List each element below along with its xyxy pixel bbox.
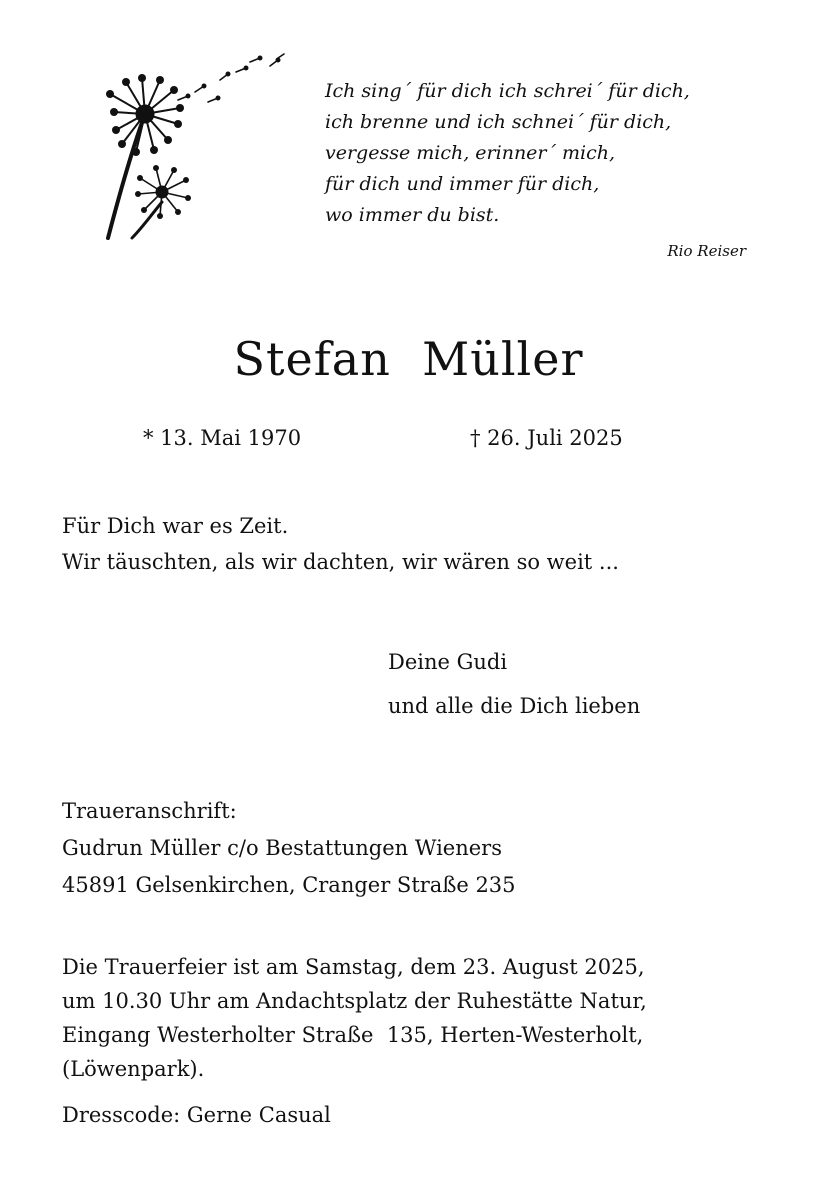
address-line: Gudrun Müller c/o Bestattungen Wieners [62, 836, 502, 860]
farewell-verse [62, 508, 619, 580]
verse-line: Wir täuschten, als wir dachten, wir wären so weit ... [62, 550, 619, 574]
poem [325, 76, 765, 231]
dresscode: Dresscode: Gerne Casual [62, 1103, 331, 1127]
ceremony-info [62, 950, 647, 1086]
dandelion-icon [100, 52, 300, 242]
death-date: † 26. Juli 2025 [470, 426, 623, 450]
ceremony-line: (Löwenpark). [62, 1057, 205, 1081]
signoff-line: Deine Gudi [388, 650, 508, 674]
signoff [388, 640, 640, 728]
verse-line: Für Dich war es Zeit. [62, 514, 289, 538]
signoff-line: und alle die Dich lieben [388, 694, 641, 718]
poem-line: wo immer du bist. [325, 204, 500, 226]
poem-line: ich brenne und ich schnei´ für dich, [325, 111, 672, 133]
address-heading: Traueranschrift: [62, 799, 237, 823]
birth-date: * 13. Mai 1970 [143, 426, 302, 450]
poem-line: Ich sing´ für dich ich schrei´ für dich, [325, 80, 690, 102]
poem-line: für dich und immer für dich, [325, 173, 600, 195]
ceremony-line: Eingang Westerholter Straße 135, Herten-Westerholt, [62, 1023, 644, 1047]
address-line: 45891 Gelsenkirchen, Cranger Straße 235 [62, 873, 516, 897]
mourning-address [62, 793, 516, 904]
poem-line: vergesse mich, erinner´ mich, [325, 142, 616, 164]
poem-author: Rio Reiser [667, 242, 746, 260]
ceremony-line: Die Trauerfeier ist am Samstag, dem 23. August 2025, [62, 955, 645, 979]
ceremony-line: um 10.30 Uhr am Andachtsplatz der Ruhestätte Natur, [62, 989, 647, 1013]
deceased-name: Stefan Müller [233, 332, 584, 386]
